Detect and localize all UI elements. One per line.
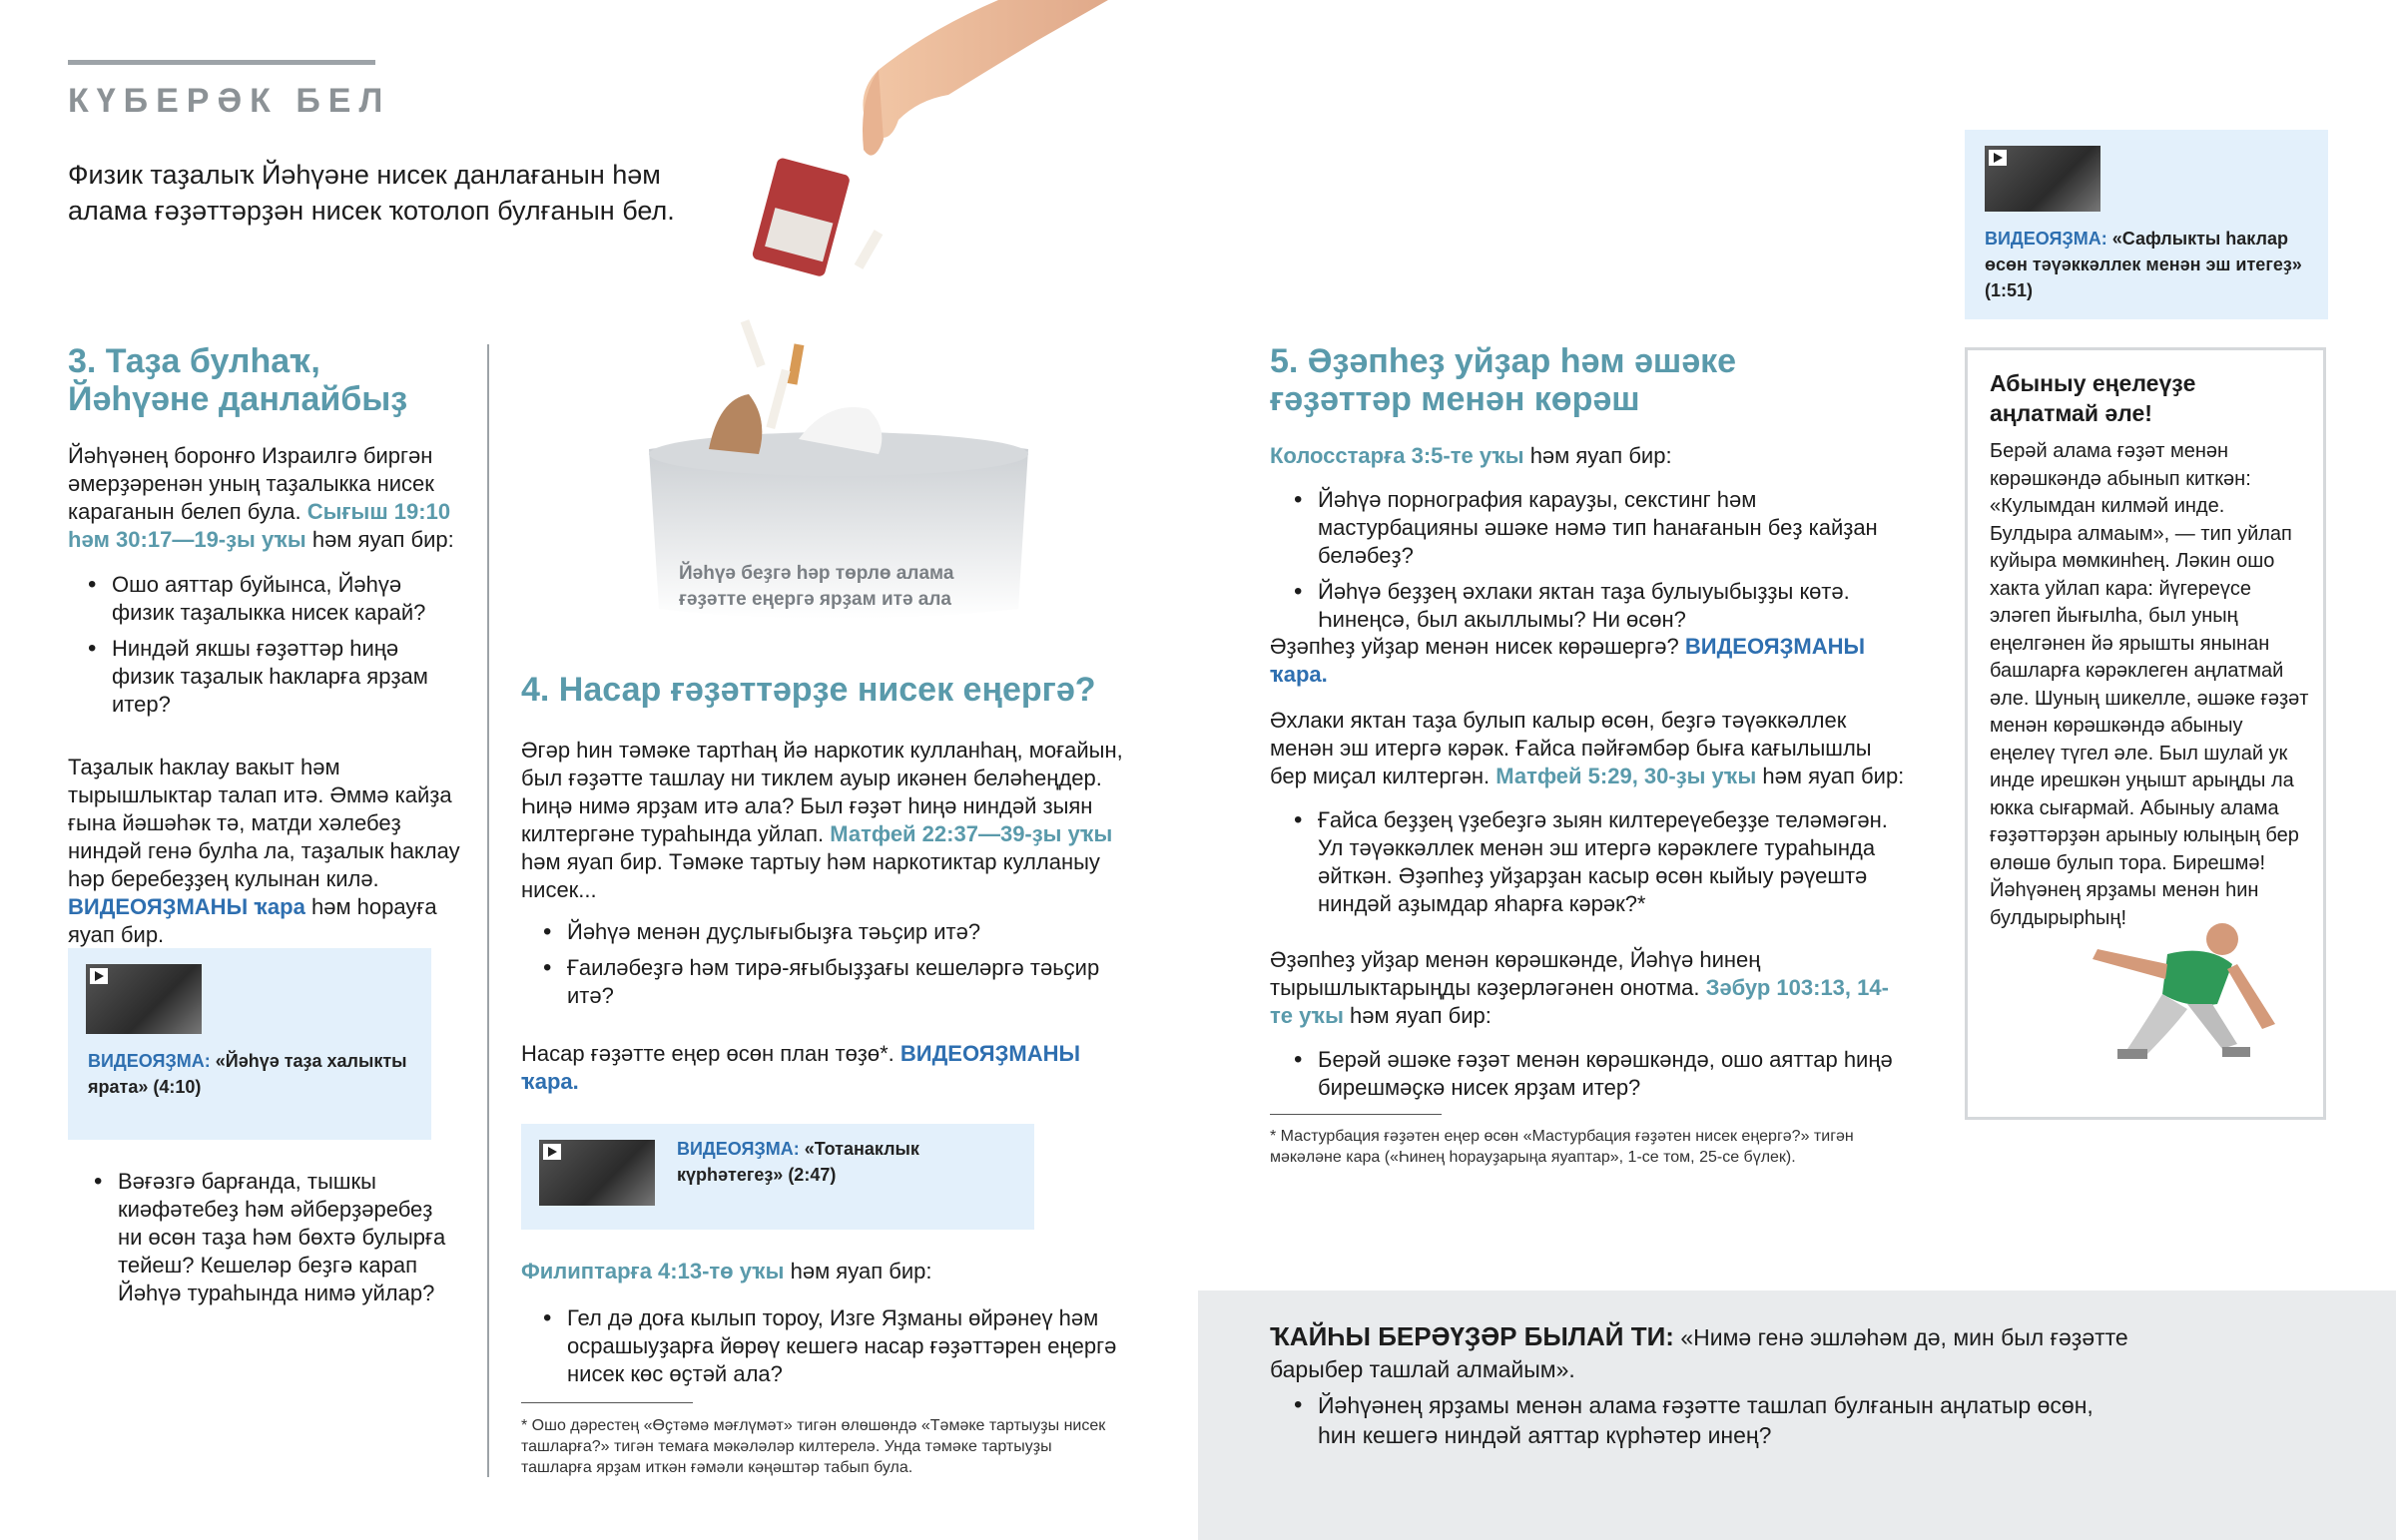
list-item: • Ошо аяттар буйынса, Йәһүә физик таҙалыкка нисек карай? <box>84 571 463 627</box>
list-item: • Йәһүә менән дуҫлығыбыҙға тәьҫир итә? <box>539 918 1118 946</box>
video-thumbnail[interactable] <box>1985 146 2100 212</box>
list-item: • Гел дә доға кылып тороу, Изге Яҙманы өйрәнеү һәм осрашыуҙарға йөрөү кешегә насар ғәҙәттәрен еңергә нисек көс өҫтәй ала? <box>539 1304 1118 1388</box>
section4-bullets <box>539 918 1118 1018</box>
video-thumbnail[interactable] <box>86 964 202 1034</box>
list-item: • Йәһүәнең ярҙамы менән алама ғәҙәтте ташлап булғанын аңлатыр өсөн, һин кешегә ниндәй аяттар күрһәтер инең? <box>1290 1390 2128 1450</box>
section5-paragraph-1: Колосстарға 3:5-те уҡы һәм яуап бир: <box>1270 443 1672 468</box>
video-title[interactable]: «Йәһүә таҙа халыкты ярата» (4:10) <box>88 1051 407 1097</box>
scripture-link-colossians[interactable]: Колосстарға 3:5-те уҡы <box>1270 443 1524 468</box>
section5-footnote: * Мастурбация ғәҙәтен еңер өсөн «Мастурбация ғәҙәтен нисек еңергә?» тигән мәкәләне кара («Һинең һорауҙарыңа яуаптар», 1-се том, 25-се бүлек). <box>1270 1128 1854 1166</box>
list-item: • Йәһүә порнография карауҙы, секстинг һәм мастурбацияны әшәке нәмә тип һанағанын беҙ кайҙан беләбеҙ? <box>1290 486 1919 570</box>
watch-video-link[interactable]: ВИДЕОЯҘМАНЫ ҡара <box>68 894 305 919</box>
video-box-top-right[interactable] <box>1965 130 2328 319</box>
video-title[interactable]: «Тотанаклык күрһәтегеҙ» (2:47) <box>677 1139 919 1185</box>
video-title[interactable]: «Сафлыкты һаклар өсөн тәүәккәллек менән эш итегеҙ» (1:51) <box>1985 229 2302 300</box>
section5-paragraph-2: Әҙәпһеҙ уйҙар менән нисек көрәшергә? ВИДЕОЯҘМАНЫ ҡара. <box>1270 634 1866 687</box>
objection-text <box>1270 1320 2168 1385</box>
play-icon <box>1989 150 2007 166</box>
watch-video-link[interactable]: ВИДЕОЯҘМАНЫ ҡара. <box>521 1041 1081 1094</box>
scripture-link-philippians[interactable]: Филиптарға 4:13-тө уҡы <box>521 1259 785 1283</box>
illustration-caption: Йәһүә беҙгә һәр төрлө алама ғәҙәтте еңергә ярҙам итә ала <box>679 563 954 610</box>
section4-footnote: * Ошо дәрестең «Өҫтәмә мәғлүмәт» тигән өлөшөндә «Тәмәке тартыуҙы нисек ташларға?» тигән темаға мәкәләләр килтерелә. Унда тәмәке тартыуҙы ташларға ярҙам иткән ғәмәли кәңәштәр табып була. <box>521 1417 1106 1476</box>
sidebar-box <box>1965 347 2326 1120</box>
section4-paragraph-2: Насар ғәҙәтте еңер өсөн план төҙө*. ВИДЕОЯҘМАНЫ ҡара. <box>521 1041 1081 1094</box>
list-item: • Ниндәй якшы ғәҙәттәр һиңә физик таҙалык һакларға ярҙам итер? <box>84 635 463 719</box>
section5-paragraph-3: Әхлаки яктан таҙа булып калыр өсөн, беҙгә тәүәккәллек менән эш итергә кәрәк. Ғайса пәйғәмбәр быға кағылышлы бер миҫал килтергән. Матфей 5:29, 30-ҙы уҡы һәм яуап бир: <box>1270 708 1905 788</box>
watch-video-link[interactable]: ВИДЕОЯҘМАНЫ ҡара. <box>1270 634 1866 687</box>
list-item: • Ғаиләбеҙгә һәм тирә-яғыбыҙҙағы кешеләргә тәьҫир итә? <box>539 954 1118 1010</box>
section5-heading: 5. Әҙәпһеҙ уйҙар һәм әшәке ғәҙәттәр менән көрәш <box>1270 342 1737 418</box>
video-box-section3[interactable] <box>68 948 431 1140</box>
list-item: • Вәғәзгә барғанда, тышкы киәфәтебеҙ һәм әйберҙәребеҙ ни өсөн таҙа һәм бөхтә булырға тейеш? Кешеләр беҙгә карап Йәһүә тураһында нимә уйлар? <box>90 1168 449 1307</box>
list-item: • Йәһүә беҙҙең әхлаки яктан таҙа булыуыбыҙҙы көтә. Һинеңсә, был акыллымы? Ни өсөн? <box>1290 578 1919 634</box>
illustration-trash-can <box>569 0 1128 619</box>
scripture-link-psalm[interactable]: Зәбур 103:13, 14-те уҡы <box>1270 975 1889 1028</box>
video-box-section4[interactable] <box>521 1124 1034 1230</box>
hand-icon <box>863 0 1108 138</box>
objection-quote: «Нимә генә эшләһәм дә, мин был ғәҙәтте барыбер ташлай алмайым». <box>1270 1324 2128 1382</box>
cigarette-pack-icon <box>752 157 852 277</box>
section5-bullets <box>1290 486 1919 642</box>
play-icon <box>90 968 108 984</box>
column-divider <box>487 344 489 1477</box>
bottom-discussion-box <box>1198 1290 2396 1540</box>
section3-paragraph-2: Таҙалык һаклау вакыт һәм тырышлыктар талап итә. Әммә кайҙа ғына йәшәһәк тә, матди хәлебеҙ ниндәй генә булһа ла, таҙалык һаклау һәр беребеҙҙең кулынан килә. ВИДЕОЯҘМАНЫ ҡара һәм һорауға яуап бир. <box>68 755 460 947</box>
play-icon <box>543 1144 561 1160</box>
header-rule <box>68 60 375 65</box>
video-label: ВИДЕОЯҘМА: <box>88 1051 211 1071</box>
footnote-rule <box>1270 1114 1442 1115</box>
section5-bullets-3 <box>1290 1046 1919 1110</box>
section5-bullets-2 <box>1290 806 1919 926</box>
section4-heading: 4. Насар ғәҙәттәрҙе нисек еңергә? <box>521 671 1096 709</box>
scripture-link-matthew22[interactable]: Матфей 22:37—39-ҙы уҡы <box>830 821 1113 846</box>
scripture-link-exodus[interactable]: Сығыш 19:10 һәм 30:17—19-ҙы уҡы <box>68 499 451 552</box>
video-label: ВИДЕОЯҘМА: <box>1985 229 2107 249</box>
scripture-link-matthew5[interactable]: Матфей 5:29, 30-ҙы уҡы <box>1496 764 1757 788</box>
section4-bullets-2 <box>539 1304 1118 1396</box>
runner-illustration <box>2048 909 2287 1089</box>
objection-lead: ҠАЙҺЫ БЕРӘҮҘӘР БЫЛАЙ ТИ: <box>1270 1321 1674 1351</box>
intro-text: Физик таҙалыҡ Йәһүәне нисек данлағанын һәм алама ғәҙәттәрҙән нисек ҡотолоп булғанын бел. <box>68 160 675 226</box>
bottom-bullets <box>1290 1390 2128 1458</box>
sidebar-title: Абыныу еңелеүҙе аңлатмай әле! <box>1990 370 2196 426</box>
section4-paragraph-3: Филиптарға 4:13-тө уҡы һәм яуап бир: <box>521 1259 932 1283</box>
video-thumbnail[interactable] <box>539 1140 655 1206</box>
section3-bullets <box>84 571 463 727</box>
section5-paragraph-4: Әҙәпһеҙ уйҙар менән көрәшкәнде, Йәһүә һинең тырышлыктарыңды кәҙерләгәнен онотма. Зәбур 103:13, 14-те уҡы һәм яуап бир: <box>1270 947 1889 1028</box>
section3-bullets-2 <box>90 1168 449 1315</box>
kicker-title: КҮБЕРӘК БЕЛ <box>68 82 391 120</box>
section3-paragraph-1: Йәһүәнең боронғо Израилгә биргән әмерҙәренән уның таҙалыкка нисек караганын белеп була. Сығыш 19:10 һәм 30:17—19-ҙы уҡы һәм яуап бир: <box>68 443 454 552</box>
video-label: ВИДЕОЯҘМА: <box>677 1139 800 1159</box>
footnote-rule <box>521 1402 693 1403</box>
sidebar-body: Берәй алама ғәҙәт менән көрәшкәндә абынып киткән: «Кулымдан килмәй инде. Булдыра алмаым», — тип уйлап куйыра мөмкинһең. Ләкин ошо хакта уйлап кара: йүгереүсе эләгеп йығылһа, был уның еңелгәнен йә ярышты янынан башларға кәрәклеген аңлатмай әле. Шуның шикелле, әшәке ғәҙәт менән көрәшкәндә абыныу еңелеү түгел әле. Был шулай ук инде ирешкән уңышт арыңды ла юкка сығармай. Абыныу алама ғәҙәттәрҙән арыныу юлыңың бер өлөшө булып тора. Бирешмә! Йәһүәнең ярҙамы менән һин булдырырһың! <box>1990 440 2309 929</box>
list-item: • Берәй әшәке ғәҙәт менән көрәшкәндә, ошо аяттар һиңә бирешмәҫкә нисек ярҙам итер? <box>1290 1046 1919 1102</box>
section4-paragraph-1: Әгәр һин тәмәке тартһаң йә наркотик кулланһаң, моғайын, был ғәҙәтте ташлау ни тиклем ауыр икәнен беләһеңдер. Һиңә нимә ярҙам итә ала? Был ғәҙәт һиңә ниндәй зыян килтергәне тураһында уйлап. Матфей 22:37—39-ҙы уҡы һәм яуап бир. Тәмәке тартыу һәм наркотиктар кулланыу нисек... <box>521 738 1123 902</box>
section3-heading: 3. Таҙа булһаҡ, Йәһүәне данлайбыҙ <box>68 342 408 418</box>
list-item: • Ғайса беҙҙең үҙебеҙгә зыян килтереүебеҙҙе теләмәгән. Ул тәүәккәллек менән эш итергә кәрәклеге тураһында әйткән. Әҙәпһеҙ уйҙарҙан касыр өсөн кыйыу рәүештә ниндәй аҙымдар яһарға кәрәк?* <box>1290 806 1919 918</box>
